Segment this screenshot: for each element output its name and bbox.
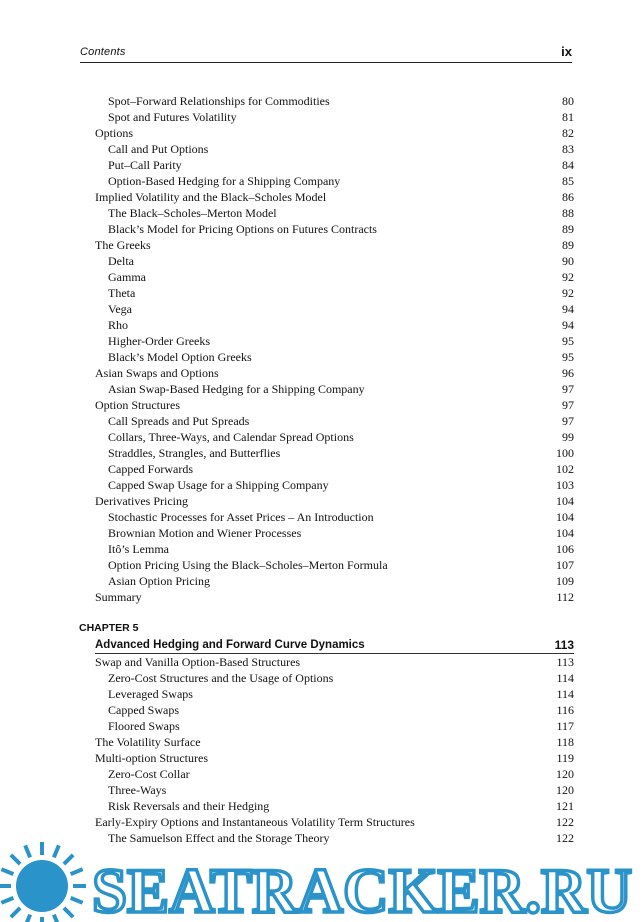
toc-entry-page: 97 [562,398,574,412]
sun-ray [1,898,13,903]
toc-entry-subsection[interactable] [0,429,643,445]
toc-entry-page: 92 [562,270,574,284]
toc-entry-page: 117 [556,719,574,733]
chapter-number: CHAPTER 5 [79,622,139,634]
toc-entry-title: Stochastic Processes for Asset Prices – An Introduction [108,510,374,524]
toc-entry-section[interactable] [0,734,643,750]
toc-entry-page: 122 [556,831,574,845]
toc-entry-title: Option Structures [95,398,180,412]
toc-entry-page: 109 [556,574,574,588]
toc-entry-title: Zero-Cost Structures and the Usage of Options [108,671,334,685]
toc-entry-page: 116 [556,703,574,717]
sun-ray [71,869,83,874]
toc-entry-title: Put–Call Parity [108,158,182,172]
toc-entry-page: 80 [562,94,574,108]
toc-entry-title: Early-Expiry Options and Instantaneous Volatility Term Structures [95,815,415,829]
toc-entry-page: 89 [562,222,574,236]
toc-entry-page: 96 [562,366,574,380]
toc-entry-title: Risk Reversals and their Hedging [108,799,270,813]
toc-entry-page: 107 [556,558,574,572]
toc-entry-page: 95 [562,334,574,348]
toc-entry-page: 103 [556,478,574,492]
toc-entry-title: Vega [108,302,132,316]
toc-entry-title: Implied Volatility and the Black–Scholes Model [95,190,327,204]
toc-entry-page: 102 [556,462,574,476]
sun-ray [11,855,20,864]
toc-entry-page: 86 [562,190,574,204]
toc-entry-title: Summary [95,590,142,604]
toc-entry-title: Derivatives Pricing [95,494,188,508]
toc-entry-section[interactable] [0,125,643,141]
toc-section-after [0,654,643,846]
toc-entry-page: 114 [556,671,574,685]
toc-entry-subsection[interactable] [0,573,643,589]
toc-entry-title: Leveraged Swaps [108,687,193,701]
chapter-title: Advanced Hedging and Forward Curve Dynamics [95,639,365,651]
toc-entry-title: Call Spreads and Put Spreads [108,414,250,428]
toc-entry-page: 104 [556,510,574,524]
toc-entry-title: The Samuelson Effect and the Storage Theory [108,831,330,845]
toc-entry-title: Spot and Futures Volatility [108,110,237,124]
toc-entry-title: Swap and Vanilla Option-Based Structures [95,655,301,669]
toc-entry-page: 90 [562,254,574,268]
chapter-page: 113 [554,638,574,652]
toc-entry-subsection[interactable] [0,461,643,477]
toc-entry-title: Option-Based Hedging for a Shipping Company [108,174,341,188]
toc-entry-title: Capped Forwards [108,462,193,476]
sun-ray [64,908,73,917]
toc-entry-page: 120 [556,767,574,781]
toc-entry-page: 122 [556,815,574,829]
toc-entry-subsection[interactable] [0,301,643,317]
toc-entry-title: The Volatility Surface [95,735,201,749]
toc-entry-subsection[interactable] [0,157,643,173]
table-of-contents [0,93,643,846]
toc-entry-page: 81 [562,110,574,124]
toc-entry-section[interactable] [0,589,643,605]
toc-entry-subsection[interactable] [0,333,643,349]
toc-entry-page: 94 [562,302,574,316]
toc-entry-title: Brownian Motion and Wiener Processes [108,526,302,540]
toc-entry-title: Straddles, Strangles, and Butterflies [108,446,281,460]
toc-section-before [0,93,643,605]
sun-logo-icon [0,842,86,922]
toc-entry-title: Black’s Model for Pricing Options on Futures Contracts [108,222,377,236]
toc-entry-title: Delta [108,254,134,268]
toc-entry-title: Spot–Forward Relationships for Commodities [108,94,330,108]
toc-entry-page: 88 [562,206,574,220]
running-header [80,44,572,63]
toc-entry-subsection[interactable] [0,718,643,734]
toc-entry-subsection[interactable] [0,798,643,814]
toc-entry-subsection[interactable] [0,557,643,573]
sun-disc [16,860,68,912]
toc-entry-title: Capped Swaps [108,703,179,717]
toc-entry-section[interactable] [0,189,643,205]
toc-entry-section[interactable] [0,397,643,413]
toc-entry-page: 95 [562,350,574,364]
sun-ray [71,898,83,903]
toc-entry-page: 99 [562,430,574,444]
toc-entry-page: 94 [562,318,574,332]
toc-entry-title: The Black–Scholes–Merton Model [108,206,277,220]
toc-entry-title: Rho [108,318,129,332]
toc-entry-section[interactable] [0,237,643,253]
toc-entry-subsection[interactable] [0,445,643,461]
sun-ray [25,915,30,922]
toc-entry-page: 120 [556,783,574,797]
toc-entry-page: 106 [556,542,574,556]
toc-entry-subsection[interactable] [0,413,643,429]
toc-entry-page: 89 [562,238,574,252]
sun-ray [54,915,59,922]
toc-entry-title: Black’s Model Option Greeks [108,350,252,364]
toc-entry-page: 92 [562,286,574,300]
header-section-title: Contents [80,46,126,58]
toc-entry-title: Capped Swap Usage for a Shipping Company [108,478,329,492]
toc-entry-title: Call and Put Options [108,142,209,156]
toc-entry-title: Itô’s Lemma [108,542,169,556]
toc-entry-title: Theta [108,286,136,300]
toc-entry-title: Asian Option Pricing [108,574,210,588]
toc-entry-page: 85 [562,174,574,188]
toc-entry-subsection[interactable] [0,766,643,782]
toc-entry-page: 119 [556,751,574,765]
toc-entry-page: 113 [556,655,574,669]
toc-entry-subsection[interactable] [0,349,643,365]
toc-entry-subsection[interactable] [0,477,643,493]
toc-entry-subsection[interactable] [0,253,643,269]
toc-entry-page: 112 [556,590,574,604]
toc-entry-subsection[interactable] [0,141,643,157]
toc-entry-subsection[interactable] [0,269,643,285]
toc-entry-title: Options [95,126,134,140]
toc-entry-subsection[interactable] [0,205,643,221]
sun-ray [1,869,13,874]
toc-entry-title: Multi-option Structures [95,751,208,765]
toc-entry-title: Collars, Three-Ways, and Calendar Spread Options [108,430,354,444]
toc-entry-subsection[interactable] [0,173,643,189]
toc-entry-section[interactable] [0,814,643,830]
toc-entry-title: Asian Swap-Based Hedging for a Shipping Company [108,382,365,396]
toc-entry-title: Three-Ways [108,783,167,797]
toc-entry-title: The Greeks [95,238,151,252]
toc-entry-subsection[interactable] [0,93,643,109]
toc-entry-subsection[interactable] [0,109,643,125]
toc-entry-title: Higher-Order Greeks [108,334,211,348]
sun-ray [11,908,20,917]
toc-entry-page: 114 [556,687,574,701]
chapter-heading[interactable] [0,636,643,654]
toc-entry-subsection[interactable] [0,221,643,237]
toc-entry-title: Gamma [108,270,146,284]
toc-entry-page: 100 [556,446,574,460]
sun-ray [25,845,30,857]
toc-entry-subsection[interactable] [0,525,643,541]
toc-entry-section[interactable] [0,750,643,766]
toc-entry-subsection[interactable] [0,702,643,718]
toc-entry-section[interactable] [0,654,643,670]
toc-entry-subsection[interactable] [0,381,643,397]
toc-entry-page: 97 [562,382,574,396]
toc-entry-page: 82 [562,126,574,140]
toc-entry-subsection[interactable] [0,670,643,686]
toc-entry-subsection[interactable] [0,782,643,798]
toc-entry-page: 121 [556,799,574,813]
toc-entry-page: 97 [562,414,574,428]
toc-entry-page: 83 [562,142,574,156]
toc-entry-page: 84 [562,158,574,172]
toc-entry-title: Asian Swaps and Options [95,366,219,380]
toc-entry-subsection[interactable] [0,541,643,557]
toc-entry-section[interactable] [0,493,643,509]
toc-entry-title: Option Pricing Using the Black–Scholes–Merton Formula [108,558,388,572]
chapter-label [0,620,643,636]
sun-ray [64,855,73,864]
toc-entry-subsection[interactable] [0,285,643,301]
toc-entry-section[interactable] [0,365,643,381]
toc-entry-subsection[interactable] [0,509,643,525]
toc-entry-subsection[interactable] [0,686,643,702]
toc-entry-page: 104 [556,494,574,508]
header-page-number: ix [561,44,572,59]
toc-entry-page: 118 [556,735,574,749]
toc-entry-title: Floored Swaps [108,719,180,733]
toc-entry-title: Zero-Cost Collar [108,767,190,781]
toc-entry-subsection[interactable] [0,317,643,333]
toc-entry-page: 104 [556,526,574,540]
watermark-text: SEATRACKER.RU [92,855,632,922]
sun-ray [54,845,59,857]
watermark [0,832,643,922]
